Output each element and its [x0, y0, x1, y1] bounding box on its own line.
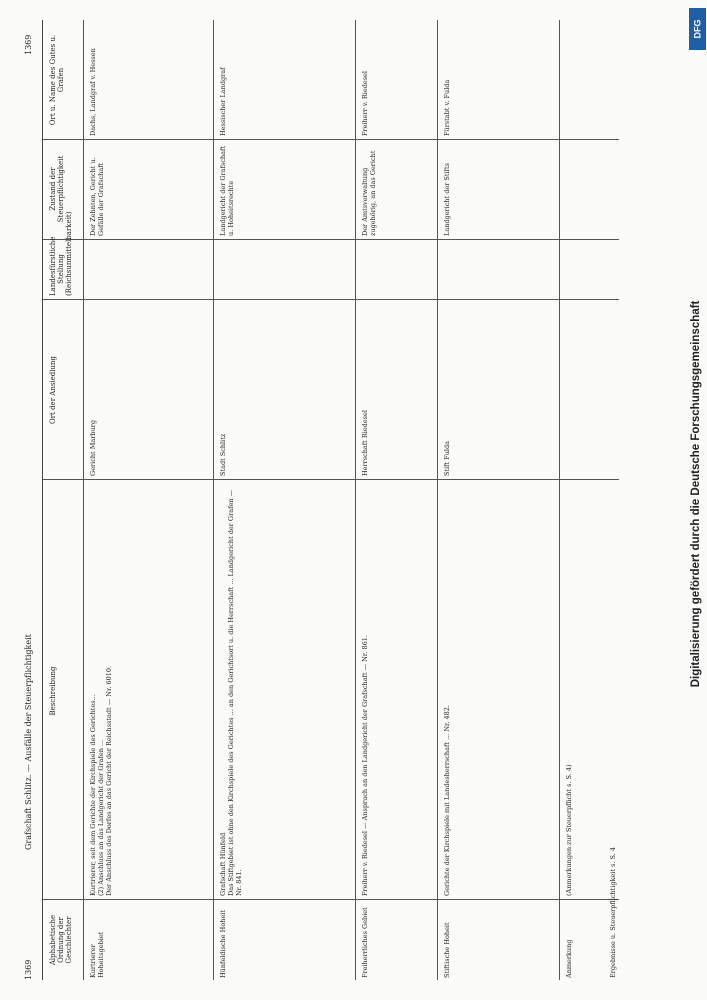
row-5-status	[565, 142, 605, 236]
row-2-status: Landgericht der Grafschaft u. Hoheitsrechte	[219, 145, 235, 236]
row-rule	[437, 20, 438, 980]
dfg-sidebar	[686, 8, 704, 992]
dfg-logo-text: DFG	[692, 19, 703, 39]
row-2-desc: Grafschaft Hünfeld Das Stiftgebiet ist ohne den Kirchspiele des Gerichtes ... an den Gerichtsort u. die Herrschaft ... Landgericht der Grafen — Nr. 841.	[219, 489, 243, 896]
row-1-lord: Dachs, Landgraf v. Hessen	[89, 48, 97, 136]
row-rule	[355, 20, 356, 980]
column-divider	[43, 299, 619, 300]
column-divider	[43, 479, 619, 480]
row-5-name: Anmerkung	[565, 939, 573, 978]
col-head-1: Alphabetische Ordnung der Geschlechter	[49, 914, 73, 966]
funding-notice: Digitalisierung gefördert durch die Deutsche Forschungsgemeinschaft	[690, 300, 702, 688]
column-divider	[43, 139, 619, 140]
column-divider	[43, 899, 619, 900]
row-1-name: Kurtrierer Hoheitsgebiet	[89, 931, 105, 978]
row-5-desc: (Anmerkungen zur Steuerpflicht s. S. 4)	[565, 764, 573, 896]
dfg-logo	[689, 8, 706, 50]
row-1-status: Der Zehnten, Gericht u. Gefälle der Grafschaft	[89, 157, 105, 236]
page-number-right: 1369	[24, 34, 33, 55]
row-2-lord: Hessischer Landgraf	[219, 67, 227, 136]
data-table	[42, 20, 619, 980]
row-rule	[559, 20, 560, 980]
row-3-status: Der Amtsverwaltung zugehörig, an das Gericht	[361, 150, 377, 236]
row-4-status: Landgericht der Stifts	[443, 163, 451, 236]
row-2-name: Hünfeldische Hoheit	[219, 910, 227, 978]
col-head-6: Ort u. Name des Gutes u. Grafen	[49, 34, 65, 126]
row-4-desc: Gerichte der Kirchspiele mit Landesherrschaft ... Nr. 482.	[443, 704, 451, 896]
col-head-3: Ort der Ansiedlung	[49, 355, 57, 425]
footer-note: Ergebnisse u. Steuerpflichtigkeit s. S. 4	[609, 847, 617, 978]
row-1-place: Gericht Marburg	[89, 420, 97, 476]
column-divider	[43, 239, 619, 240]
rotated-document	[18, 20, 618, 980]
row-2-place: Stadt Schlitz	[219, 433, 227, 476]
row-3-desc: Freiherr v. Riedesel — Anspruch an den Landgericht der Grafschaft — Nr. 861.	[361, 635, 369, 896]
row-5-place	[565, 304, 605, 476]
row-1-desc: Kurtrierer, seit dem Gerichte der Kirchspiele des Gerichtes... (2) Anschluss an das Landgericht der Grafen ... Der Anschluss des Dorfes an das Gericht der Reichsstadt — Nr. 6010.	[89, 665, 113, 896]
row-3-name: Freiherrliches Gebiet	[361, 907, 369, 978]
header-rule	[83, 20, 84, 980]
page-number-left: 1369	[24, 959, 33, 980]
row-3-place: Herrschaft Riedesel	[361, 410, 369, 476]
col-head-5: Zustand der Steuerpflichtigkeit	[49, 155, 65, 223]
row-4-lord: Fürstabt v. Fulda	[443, 79, 451, 136]
row-4-name: Stiftische Hoheit	[443, 922, 451, 978]
row-4-place: Stift Fulda	[443, 440, 451, 476]
row-3-lord: Freiherr v. Riedesel	[361, 71, 369, 136]
header-title: Grafschaft Schlitz. — Ausfälle der Steuerpflichtigkeit	[24, 634, 33, 850]
row-5-lord	[565, 24, 605, 136]
col-head-4: Landesfürstliche Stellung (Reichsunmittelbarkeit)	[49, 211, 73, 296]
col-head-2: Beschreibung	[49, 666, 57, 716]
row-rule	[213, 20, 214, 980]
